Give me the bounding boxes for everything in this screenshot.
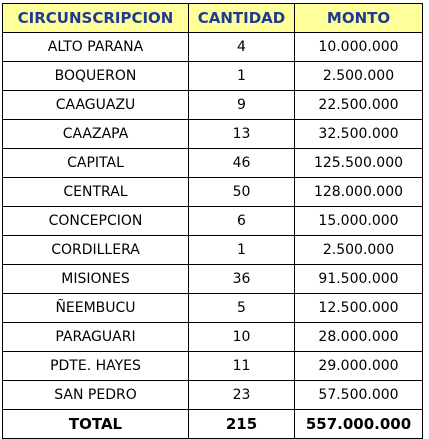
- cell-circunscripcion: SAN PEDRO: [3, 381, 189, 410]
- header-circunscripcion: CIRCUNSCRIPCION: [3, 4, 189, 33]
- table-row: [3, 62, 423, 91]
- cell-cantidad: 9: [189, 91, 295, 120]
- cell-cantidad: 6: [189, 207, 295, 236]
- cell-cantidad: 13: [189, 120, 295, 149]
- cell-circunscripcion: PDTE. HAYES: [3, 352, 189, 381]
- cell-circunscripcion: CENTRAL: [3, 178, 189, 207]
- cell-cantidad: 1: [189, 236, 295, 265]
- cell-monto: 10.000.000: [295, 33, 423, 62]
- cell-monto: 22.500.000: [295, 91, 423, 120]
- cell-circunscripcion: ALTO PARANA: [3, 33, 189, 62]
- total-row: [3, 410, 423, 439]
- cell-circunscripcion: ÑEEMBUCU: [3, 294, 189, 323]
- header-row: [3, 4, 423, 33]
- cell-monto: 128.000.000: [295, 178, 423, 207]
- table-row: [3, 265, 423, 294]
- cell-monto: 32.500.000: [295, 120, 423, 149]
- cell-cantidad: 5: [189, 294, 295, 323]
- cell-cantidad: 36: [189, 265, 295, 294]
- cell-circunscripcion: CAAGUAZU: [3, 91, 189, 120]
- data-table: [2, 3, 423, 439]
- table-row: [3, 91, 423, 120]
- table-row: [3, 236, 423, 265]
- total-cantidad: 215: [189, 410, 295, 439]
- cell-monto: 12.500.000: [295, 294, 423, 323]
- cell-monto: 57.500.000: [295, 381, 423, 410]
- cell-circunscripcion: CAPITAL: [3, 149, 189, 178]
- cell-monto: 2.500.000: [295, 236, 423, 265]
- cell-cantidad: 23: [189, 381, 295, 410]
- header-cantidad: CANTIDAD: [189, 4, 295, 33]
- cell-cantidad: 11: [189, 352, 295, 381]
- cell-circunscripcion: CORDILLERA: [3, 236, 189, 265]
- cell-monto: 28.000.000: [295, 323, 423, 352]
- cell-monto: 91.500.000: [295, 265, 423, 294]
- table-row: [3, 352, 423, 381]
- table-row: [3, 381, 423, 410]
- total-monto: 557.000.000: [295, 410, 423, 439]
- table-row: [3, 149, 423, 178]
- cell-circunscripcion: BOQUERON: [3, 62, 189, 91]
- cell-cantidad: 10: [189, 323, 295, 352]
- cell-circunscripcion: CAAZAPA: [3, 120, 189, 149]
- table-row: [3, 33, 423, 62]
- table-row: [3, 323, 423, 352]
- cell-cantidad: 50: [189, 178, 295, 207]
- cell-monto: 15.000.000: [295, 207, 423, 236]
- table-row: [3, 120, 423, 149]
- header-monto: MONTO: [295, 4, 423, 33]
- cell-cantidad: 4: [189, 33, 295, 62]
- total-label: TOTAL: [3, 410, 189, 439]
- cell-monto: 125.500.000: [295, 149, 423, 178]
- cell-monto: 2.500.000: [295, 62, 423, 91]
- cell-cantidad: 46: [189, 149, 295, 178]
- table-row: [3, 207, 423, 236]
- cell-monto: 29.000.000: [295, 352, 423, 381]
- table-row: [3, 178, 423, 207]
- cell-circunscripcion: PARAGUARI: [3, 323, 189, 352]
- cell-circunscripcion: MISIONES: [3, 265, 189, 294]
- cell-cantidad: 1: [189, 62, 295, 91]
- table-row: [3, 294, 423, 323]
- cell-circunscripcion: CONCEPCION: [3, 207, 189, 236]
